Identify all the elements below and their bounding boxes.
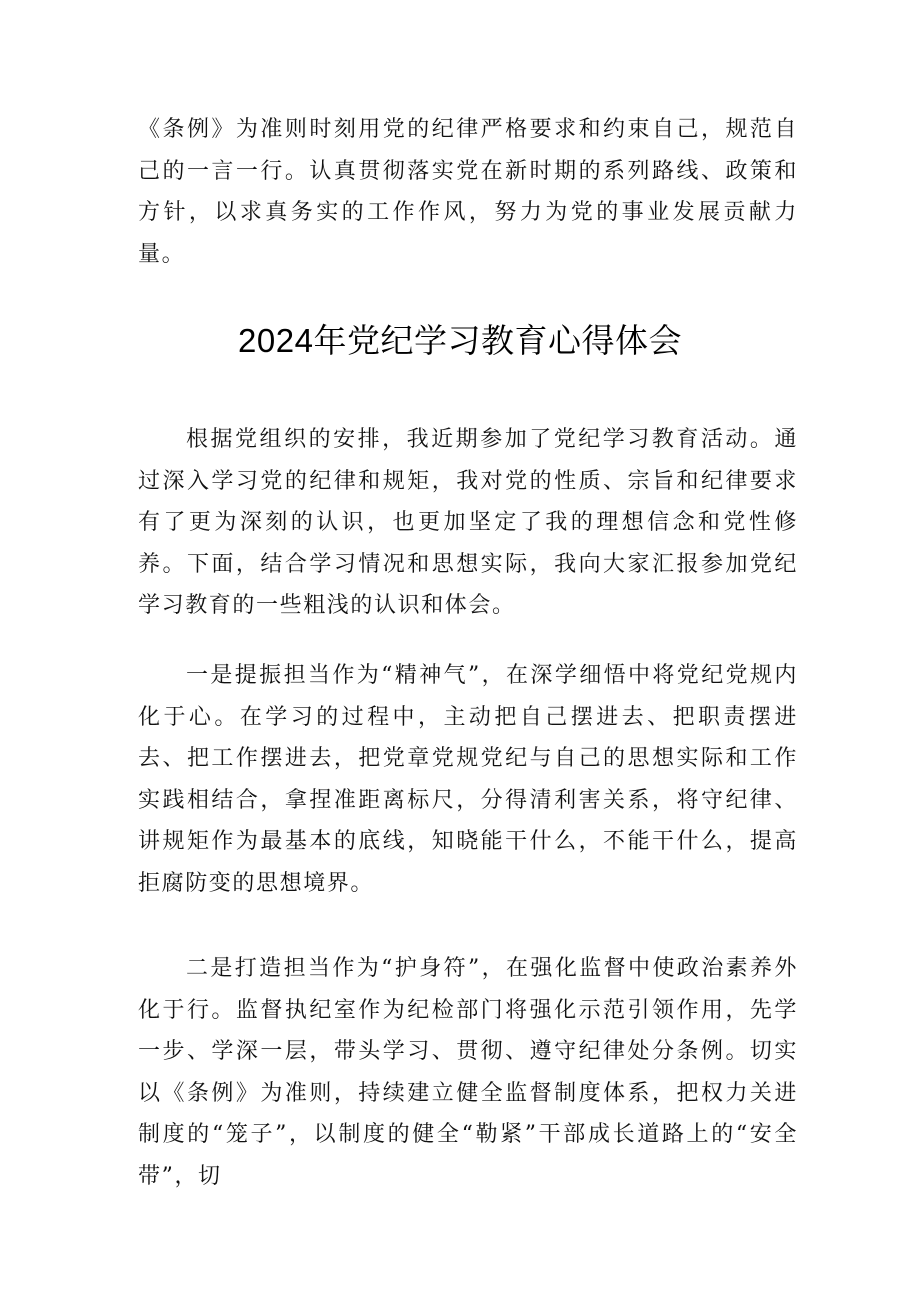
paragraph-point-two: 二是打造担当作为“护身符”，在强化监督中使政治素养外化于行。监督执纪室作为纪检部门将强化示范引领作用，先学一步、学深一层，带头学习、贯彻、遵守纪律处分条例。切实以《条例》为准则，持续建立健全监督制度体系，把权力关进制度的“笼子”，以制度的健全“勒紧”干部成长道路上的“安全带”，切	[138, 956, 798, 1189]
paragraph-continued: 《条例》为准则时刻用党的纪律严格要求和约束自己，规范自己的一言一行。认真贯彻落实党在新时期的系列路线、政策和方针，以求真务实的工作作风，努力为党的事业发展贡献力量。	[138, 117, 798, 267]
paragraph-intro: 根据党组织的安排，我近期参加了党纪学习教育活动。通过深入学习党的纪律和规矩，我对党的性质、宗旨和纪律要求有了更为深刻的认识，也更加坚定了我的理想信念和党性修养。下面，结合学习情况和思想实际，我向大家汇报参加党纪学习教育的一些粗浅的认识和体会。	[138, 427, 798, 618]
document-title: 2024年党纪学习教育心得体会	[238, 322, 682, 359]
paragraph-point-one: 一是提振担当作为“精神气”，在深学细悟中将党纪党规内化于心。在学习的过程中，主动把自己摆进去、把职责摆进去、把工作摆进去，把党章党规党纪与自己的思想实际和工作实践相结合，拿捏准距离标尺，分得清利害关系，将守纪律、讲规矩作为最基本的底线，知晓能干什么，不能干什么，提高拒腐防变的思想境界。	[138, 663, 798, 896]
